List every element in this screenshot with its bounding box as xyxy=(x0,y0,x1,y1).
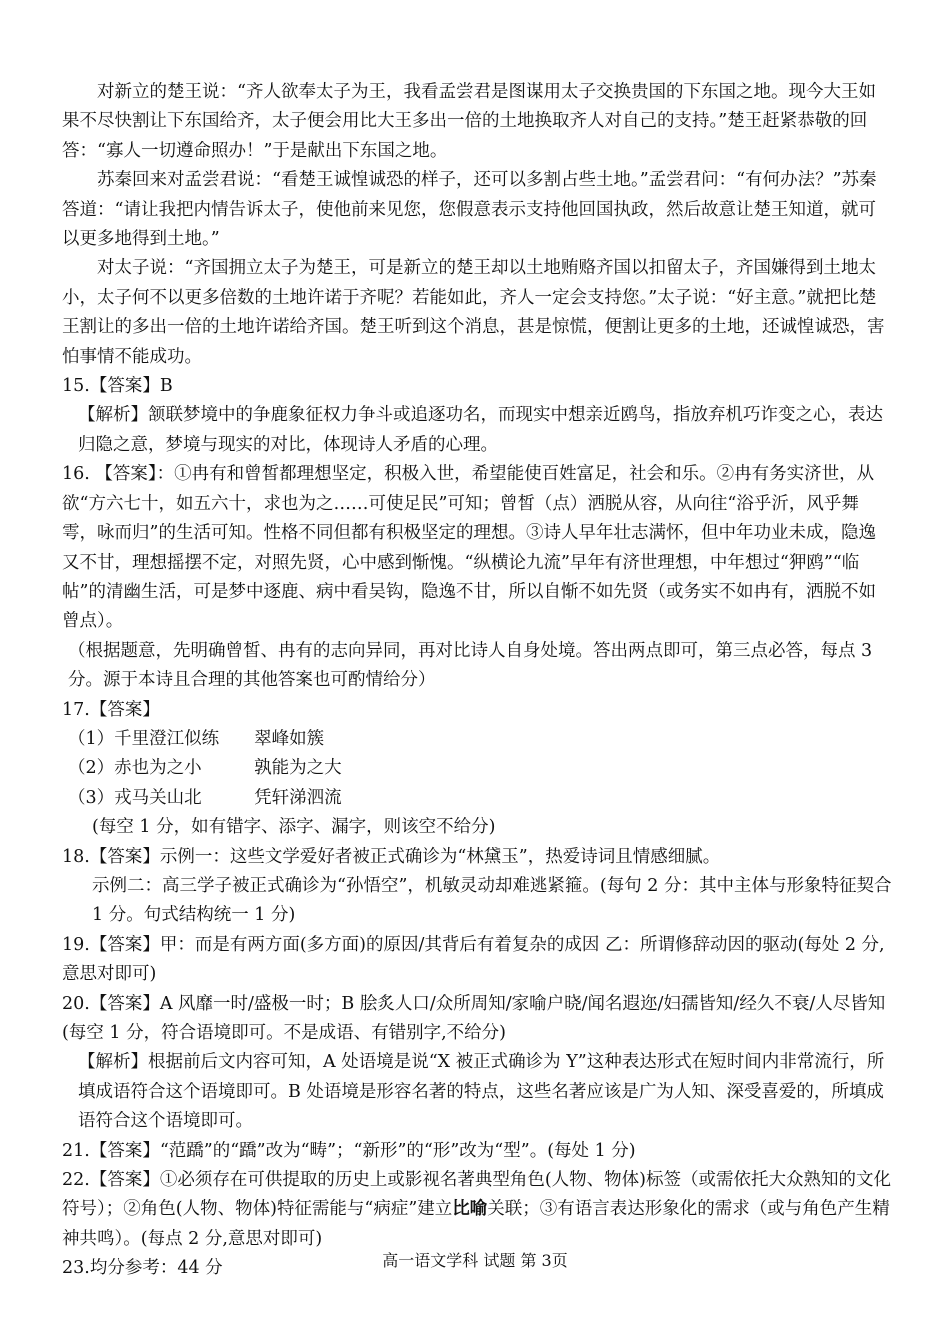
page-footer: 高一语文学科 试题 第 3页 xyxy=(382,1251,568,1270)
q17-item-second: 凭轩涕泗流 xyxy=(254,787,342,808)
q17-item-num: （1） xyxy=(68,728,115,749)
q17-item-num: （2） xyxy=(68,758,115,779)
translation-paragraph-1: 对新立的楚王说：“齐人欲奉太子为王，我看孟尝君是图谋用太子交换贵国的下东国之地。现今大王如果不尽快割让下东国给齐，太子便会用比大王多出一倍的土地换取齐人对自己的支持。”楚王赶紧恭敬的回答：“寡人一切遵命照办！”于是献出下东国之地。 xyxy=(62,82,876,161)
q17-note: (每空 1 分，如有错字、添字、漏字，则该空不给分) xyxy=(92,817,496,838)
q17-item-num: （3） xyxy=(68,787,115,808)
q18-example-2: 示例二：高三学子被正式确诊为“孙悟空”，机敏灵动却难逃紧箍。(每句 2 分：其中主体与形象特征契合 1 分。句式结构统一 1 分) xyxy=(92,875,892,926)
q22-answer xyxy=(62,1166,892,1254)
q21-answer: 21.【答案】“范蹻”的“蹻”改为“畴”；“新形”的“形”改为“型”。(每处 1 分) xyxy=(62,1140,636,1161)
q17-title: 17.【答案】 xyxy=(62,699,160,720)
q17-item xyxy=(62,725,892,754)
q22-answer-part1: 22.【答案】①必须存在可供提取的历史上或影视名著典型角色(人物、物体)标签（或需依托大众熟知的文化符号）；②角色(人物、物体)特征需能与“病症”建立 xyxy=(62,1170,891,1220)
translation-paragraph-3: 对太子说：“齐国拥立太子为楚王，可是新立的楚王却以土地贿赂齐国以扣留太子，齐国嫌得到土地太小，太子何不以更多倍数的土地许诺于齐呢？若能如此，齐人一定会支持您。”太子说：“好主意。”就把比楚王割让的多出一倍的土地许诺给齐国。楚王听到这个消息，甚是惊慌，便割让更多的土地，还诚惶诚恐，害怕事情不能成功。 xyxy=(62,258,885,367)
q17-item-first: 赤也为之小 xyxy=(114,758,202,779)
q15-answer: 15.【答案】B xyxy=(62,376,173,397)
q17-item xyxy=(62,784,892,813)
q17-item-first: 戎马关山北 xyxy=(114,787,202,808)
q15-analysis: 【解析】颔联梦境中的争鹿象征权力争斗或追逐功名，而现实中想亲近鸥鸟，指放弃机巧诈变之心，表达归隐之意，梦境与现实的对比，体现诗人矛盾的心理。 xyxy=(78,405,883,455)
q18-example-1: 18.【答案】示例一：这些文学爱好者被正式确诊为“林黛玉”，热爱诗词且情感细腻。 xyxy=(62,846,721,867)
q22-answer-bold: 比喻 xyxy=(452,1199,488,1220)
translation-paragraph-2: 苏秦回来对孟尝君说：“看楚王诚惶诚恐的样子，还可以多割占些土地。”孟尝君问：“有何办法？”苏秦答道：“请让我把内情告诉太子，使他前来见您，您假意表示支持他回国执政，然后故意让楚王知道，就可以更多地得到土地。” xyxy=(62,170,877,250)
q19-answer: 19.【答案】甲：而是有两方面(多方面)的原因/其背后有着复杂的成因 乙：所谓修辞动因的驱动(每处 2 分,意思对即可) xyxy=(62,934,885,985)
q22-answer-part2: 关联；③有语言表达形象化的需求（或与角色产生精神共鸣）。(每点 2 分,意思对即可) xyxy=(62,1199,890,1249)
q23-average: 23.均分参考：44 分 xyxy=(62,1258,223,1279)
q16-note: （根据题意，先明确曾皙、冉有的志向异同，再对比诗人自身处境。答出两点即可，第三点必答，每点 3 分。源于本诗且合理的其他答案也可酌情给分） xyxy=(68,640,873,691)
q16-answer: 16. 【答案】：①冉有和曾皙都理想坚定，积极入世，希望能使百姓富足，社会和乐。②冉有务实济世，从欲“方六七十，如五六十，求也为之……可使足民”可知；曾皙（点）洒脱从容，从向往“浴乎沂，风乎舞雩，咏而归”的生活可知。性格不同但都有积极坚定的理想。③诗人早年壮志满怀，但中年功业未成，隐逸又不甘，理想摇摆不定，对照先贤，心中感到惭愧。“纵横论九流”早年有济世理想，中年想过“狎鸥”“临帖”的清幽生活，可是梦中逐鹿、病中看吴钩，隐逸不甘，所以自惭不如先贤（或务实不如冉有，洒脱不如曾点）。 xyxy=(62,464,876,632)
q17-item xyxy=(62,754,892,783)
q17-item-second: 孰能为之大 xyxy=(254,758,342,779)
q20-analysis: 【解析】根据前后文内容可知，A 处语境是说“X 被正式确诊为 Y”这种表达形式在短时间内非常流行，所填成语符合这个语境即可。B 处语境是形容名著的特点，这些名著应该是广为人知、深受喜爱的，所填成语符合这个语境即可。 xyxy=(78,1052,885,1132)
document-body xyxy=(62,78,892,1284)
q17-item-first: 千里澄江似练 xyxy=(114,728,220,749)
q17-item-second: 翠峰如簇 xyxy=(254,728,325,749)
q20-answer: 20.【答案】A 风靡一时/盛极一时；B 脍炙人口/众所周知/家喻户晓/闻名遐迩/妇孺皆知/经久不衰/人尽皆知(每空 1 分，符合语境即可。不是成语、有错别字,不给分) xyxy=(62,993,886,1043)
